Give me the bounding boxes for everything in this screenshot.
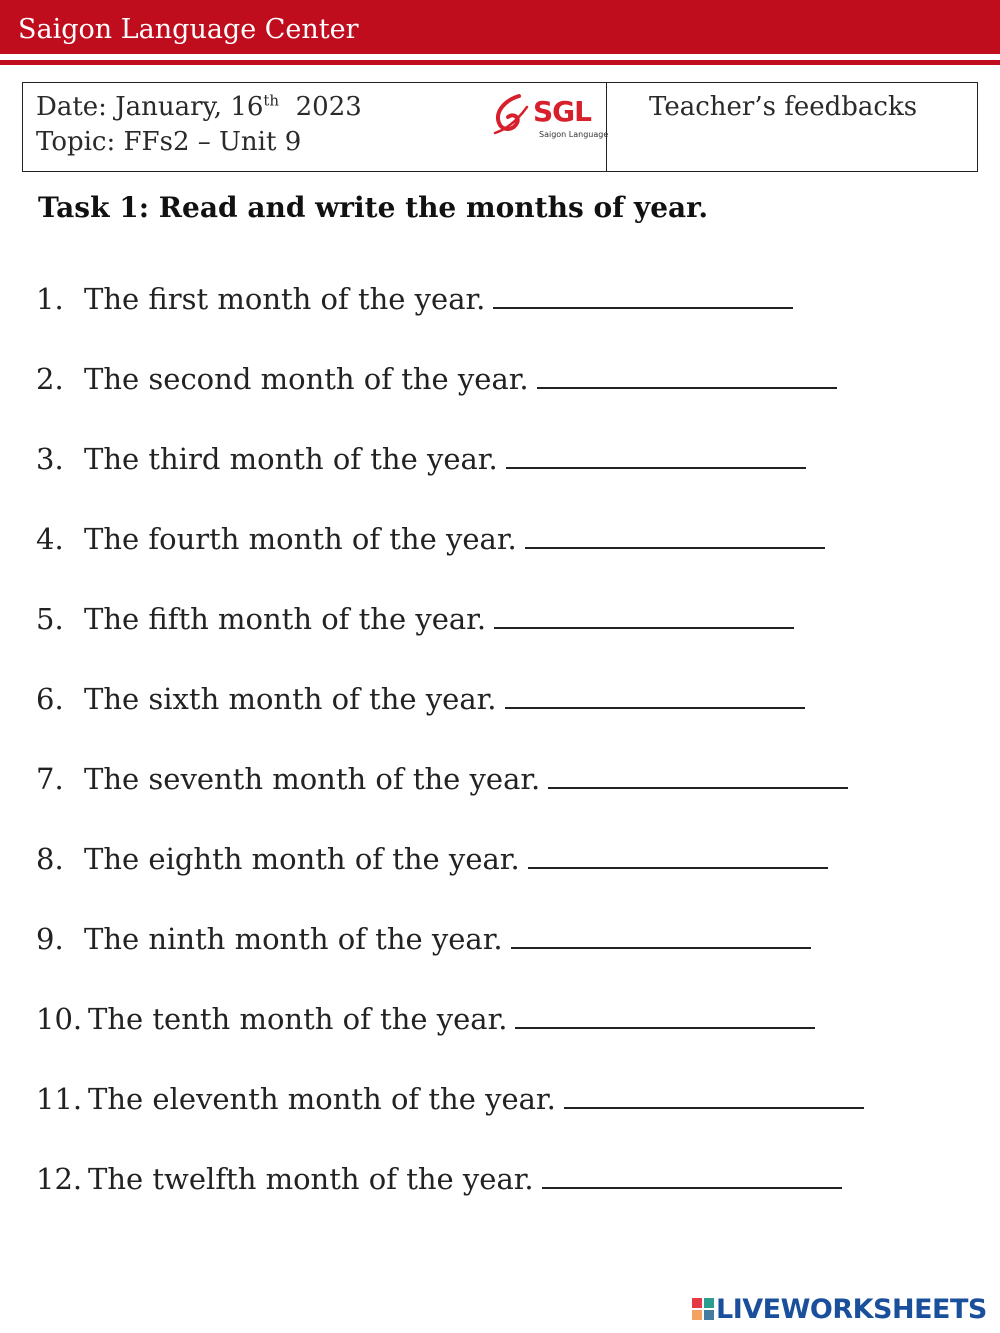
- sgl-logo: [493, 93, 609, 143]
- logo-subtext: Saigon Language: [539, 130, 609, 139]
- question-number: 11.: [36, 1082, 83, 1116]
- info-cell: [23, 83, 607, 171]
- date-text: Date: January, 16: [36, 92, 264, 122]
- question-number: 3.: [36, 442, 64, 476]
- question-number: 2.: [36, 362, 64, 396]
- liveworksheets-logo-icon: [692, 1298, 714, 1320]
- question-number: 9.: [36, 922, 64, 956]
- question-item: [36, 1082, 864, 1122]
- question-item: [36, 442, 806, 482]
- answer-blank-line[interactable]: [511, 947, 811, 949]
- answer-blank-line[interactable]: [548, 787, 848, 789]
- question-item: [36, 1002, 815, 1042]
- question-number: 5.: [36, 602, 64, 636]
- answer-blank-line[interactable]: [494, 627, 794, 629]
- center-name: Saigon Language Center: [18, 14, 359, 45]
- header-bar: [0, 0, 1000, 54]
- question-item: [36, 1162, 842, 1202]
- answer-blank-line[interactable]: [506, 467, 806, 469]
- header-divider: [0, 60, 1000, 65]
- topic-text: Topic: FFs2 – Unit 9: [36, 127, 302, 157]
- logo-text: SGL: [533, 95, 591, 128]
- question-text: The eighth month of the year.: [84, 842, 520, 876]
- question-item: [36, 842, 828, 882]
- question-text: The eleventh month of the year.: [88, 1082, 556, 1116]
- question-item: [36, 522, 825, 562]
- question-item: [36, 602, 794, 642]
- question-text: The third month of the year.: [84, 442, 498, 476]
- answer-blank-line[interactable]: [542, 1187, 842, 1189]
- answer-blank-line[interactable]: [515, 1027, 815, 1029]
- question-text: The second month of the year.: [84, 362, 529, 396]
- question-item: [36, 922, 811, 962]
- question-number: 7.: [36, 762, 64, 796]
- question-number: 6.: [36, 682, 64, 716]
- question-text: The sixth month of the year.: [84, 682, 497, 716]
- task-title: Task 1: Read and write the months of year.: [38, 191, 709, 224]
- liveworksheets-text: LIVEWORKSHEETS: [716, 1294, 987, 1325]
- teacher-feedback-label: Teacher’s feedbacks: [649, 92, 918, 122]
- question-number: 4.: [36, 522, 64, 556]
- question-number: 12.: [36, 1162, 83, 1196]
- question-text: The tenth month of the year.: [88, 1002, 508, 1036]
- question-number: 8.: [36, 842, 64, 876]
- answer-blank-line[interactable]: [564, 1107, 864, 1109]
- question-text: The twelfth month of the year.: [88, 1162, 534, 1196]
- question-text: The first month of the year.: [84, 282, 486, 316]
- answer-blank-line[interactable]: [525, 547, 825, 549]
- date-line: [36, 92, 362, 122]
- date-suffix: th: [263, 91, 280, 110]
- question-item: [36, 762, 848, 802]
- date-year: 2023: [295, 92, 362, 122]
- question-text: The fourth month of the year.: [84, 522, 517, 556]
- answer-blank-line[interactable]: [493, 307, 793, 309]
- question-text: The ninth month of the year.: [84, 922, 503, 956]
- question-item: [36, 282, 793, 322]
- question-item: [36, 682, 805, 722]
- question-number: 10.: [36, 1002, 83, 1036]
- answer-blank-line[interactable]: [537, 387, 837, 389]
- question-item: [36, 362, 837, 402]
- sgl-swirl-icon: [493, 93, 533, 135]
- question-text: The fifth month of the year.: [84, 602, 487, 636]
- info-table: [22, 82, 978, 172]
- answer-blank-line[interactable]: [528, 867, 828, 869]
- question-number: 1.: [36, 282, 64, 316]
- answer-blank-line[interactable]: [505, 707, 805, 709]
- question-text: The seventh month of the year.: [84, 762, 541, 796]
